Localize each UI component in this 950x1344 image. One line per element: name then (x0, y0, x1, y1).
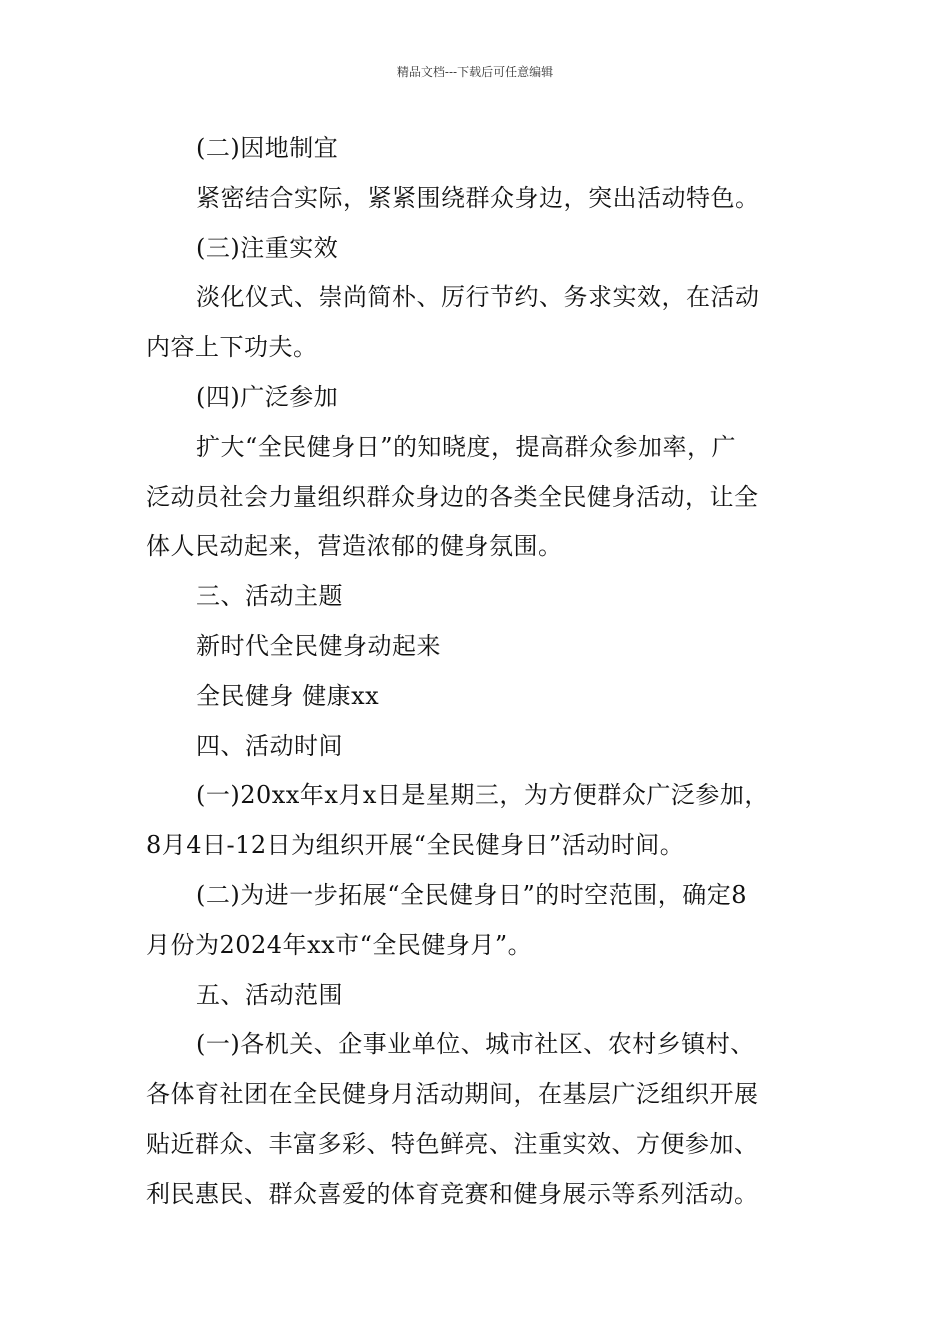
text-line: 扩大“全民健身日”的知晓度，提高群众参加率，广 (196, 432, 737, 461)
text-line: (一)20xx年x月x日是星期三，为方便群众广泛参加， (196, 781, 769, 810)
document-body (146, 124, 810, 1220)
text-line: (一)各机关、企事业单位、城市社区、农村乡镇村、 (196, 1030, 755, 1059)
text-line: 内容上下功夫。 (146, 333, 318, 362)
text-line: 泛动员社会力量组织群众身边的各类全民健身活动，让全 (146, 482, 759, 511)
text-line: 8月4日-12日为组织开展“全民健身日”活动时间。 (146, 831, 685, 860)
text-line: (四)广泛参加 (196, 382, 339, 411)
text-line: 体人民动起来，营造浓郁的健身氛围。 (146, 532, 563, 561)
page-header: 精品文档---下载后可任意编辑 (396, 65, 554, 79)
text-line: 利民惠民、群众喜爱的体育竞赛和健身展示等系列活动。 (146, 1179, 759, 1208)
text-line: 月份为2024年xx市“全民健身月”。 (146, 930, 533, 959)
text-line: 淡化仪式、崇尚简朴、厉行节约、务求实效，在活动 (196, 283, 760, 312)
text-line: 贴近群众、丰富多彩、特色鲜亮、注重实效、方便参加、 (146, 1129, 759, 1158)
text-line: (二)因地制宜 (196, 134, 339, 162)
text-line: 四、活动时间 (196, 731, 343, 760)
text-line: 五、活动范围 (196, 980, 343, 1009)
text-line: (二)为进一步拓展“全民健身日”的时空范围，确定8 (196, 880, 748, 909)
text-line: 新时代全民健身动起来 (196, 631, 441, 660)
text-line: 各体育社团在全民健身月活动期间，在基层广泛组织开展 (146, 1080, 759, 1109)
text-line: 三、活动主题 (196, 582, 343, 611)
text-line: 紧密结合实际，紧紧围绕群众身边，突出活动特色。 (196, 183, 760, 212)
text-line: 全民健身 健康xx (196, 681, 380, 710)
text-line: (三)注重实效 (196, 233, 339, 262)
